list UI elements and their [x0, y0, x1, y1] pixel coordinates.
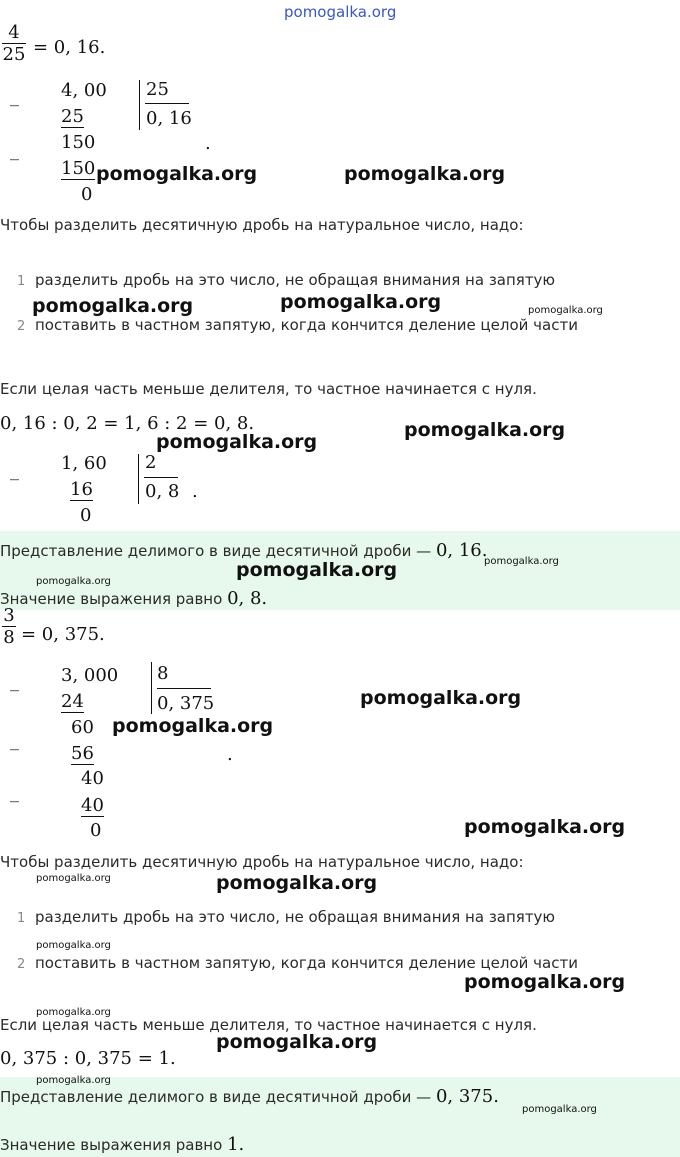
rule2-text-1: разделить дробь на это число, не обращая внимания на запятую [35, 908, 556, 926]
watermark-small: pomogalka.org [528, 305, 603, 316]
answer-value [0, 588, 267, 609]
rule-note-2: Если целая часть меньше делителя, то частное начинается с нуля. [0, 1016, 537, 1034]
watermark: pomogalka.org [156, 431, 318, 453]
division-remainder-2: 0 [81, 184, 93, 205]
watermark: pomogalka.org [404, 419, 566, 441]
answer-representation-2 [0, 1086, 499, 1107]
division-subtrahend-1: 25 [61, 106, 84, 127]
watermark: pomogalka.org [464, 971, 626, 993]
division3-subtrahend-2: 56 [71, 743, 94, 764]
rule-intro: Чтобы разделить десятичную дробь на натуральное число, надо: [0, 216, 524, 234]
division-quotient-bar [145, 103, 189, 104]
division3-minus-3: _ [10, 782, 19, 803]
rule-number-2: 2 [17, 319, 26, 334]
division-minus-2: _ [10, 140, 19, 161]
fraction-4-25 [2, 22, 26, 65]
answer-representation-label: Представление делимого в виде десятичной дроби — [0, 1088, 432, 1106]
watermark: pomogalka.org [32, 295, 194, 317]
watermark: pomogalka.org [344, 163, 506, 185]
watermark: pomogalka.org [216, 1031, 378, 1053]
division-divisor: 25 [146, 79, 169, 100]
watermark: pomogalka.org [236, 559, 398, 581]
division2-dividend: 1, 60 [61, 453, 107, 474]
division3-vertical-bar [151, 662, 152, 714]
division2-subtrahend: 16 [70, 479, 93, 500]
answer-representation [0, 540, 487, 561]
answer-value-label: Значение выражения равно [0, 590, 223, 608]
division3-dividend: 3, 000 [61, 665, 119, 686]
division3-dot: . [227, 744, 233, 765]
division3-remainder-1: 60 [71, 717, 94, 738]
division-minus-1: _ [10, 86, 19, 107]
watermark: pomogalka.org [96, 163, 258, 185]
division2-quotient: 0, 8 [145, 481, 180, 502]
division2-minus: _ [10, 460, 19, 481]
rule-text-2: поставить в частном запятую, когда кончится деление целой части [35, 316, 578, 334]
division3-quotient: 0, 375 [157, 693, 215, 714]
answer-value-number: 0, 8. [227, 588, 268, 609]
division-dividend: 4, 00 [61, 80, 107, 101]
division3-subtrahend-1: 24 [61, 691, 84, 712]
division-remainder-1: 150 [61, 132, 96, 153]
answer-representation-label: Представление делимого в виде десятичной дроби — [0, 542, 432, 560]
fraction-result: = 0, 16. [33, 37, 106, 58]
expression: 0, 16 : 0, 2 = 1, 6 : 2 = 0, 8. [0, 413, 255, 434]
fraction-result: = 0, 375. [21, 624, 105, 645]
watermark: pomogalka.org [216, 872, 378, 894]
watermark-small: pomogalka.org [36, 1075, 111, 1086]
watermark-small: pomogalka.org [522, 1104, 597, 1115]
division3-minus-1: _ [10, 671, 19, 692]
site-header-watermark[interactable]: pomogalka.org [284, 3, 397, 21]
division2-divisor: 2 [145, 452, 157, 473]
fraction-numerator: 4 [8, 22, 20, 43]
fraction-denominator: 25 [2, 44, 26, 65]
division3-subtrahend-3: 40 [81, 795, 104, 816]
division-vertical-bar [139, 80, 140, 130]
division2-vertical-bar [138, 454, 139, 504]
answer-value-label: Значение выражения равно [0, 1136, 223, 1154]
answer-value-number: 1. [227, 1134, 245, 1155]
expression-2: 0, 375 : 0, 375 = 1. [0, 1048, 176, 1069]
answer-value-2 [0, 1134, 244, 1155]
answer-representation-value: 0, 375. [435, 1086, 499, 1107]
watermark: pomogalka.org [360, 687, 522, 709]
fraction-numerator: 3 [3, 605, 15, 626]
answer-representation-value: 0, 16. [435, 540, 488, 561]
rule2-number-1: 1 [17, 911, 26, 926]
division3-quotient-bar [157, 688, 211, 689]
division-subtrahend-2: 150 [61, 158, 96, 179]
fraction-3-8 [2, 605, 16, 648]
watermark: pomogalka.org [112, 715, 274, 737]
watermark-small: pomogalka.org [36, 576, 111, 587]
division3-divisor: 8 [157, 663, 169, 684]
rule-intro-2: Чтобы разделить десятичную дробь на натуральное число, надо: [0, 853, 524, 871]
division-quotient: 0, 16 [146, 108, 192, 129]
watermark-small: pomogalka.org [484, 556, 559, 567]
division2-remainder: 0 [80, 505, 92, 526]
watermark-small: pomogalka.org [36, 873, 111, 884]
rule2-number-2: 2 [17, 957, 26, 972]
rule2-text-2: поставить в частном запятую, когда кончится деление целой части [35, 954, 578, 972]
division3-remainder-2: 40 [81, 768, 104, 789]
rule-note: Если целая часть меньше делителя, то частное начинается с нуля. [0, 380, 537, 398]
watermark: pomogalka.org [280, 291, 442, 313]
division-dot: . [205, 133, 211, 154]
rule-text-1: разделить дробь на это число, не обращая внимания на запятую [35, 271, 556, 289]
watermark-small: pomogalka.org [36, 1007, 111, 1018]
watermark: pomogalka.org [464, 816, 626, 838]
division2-quotient-bar [144, 477, 178, 478]
watermark-small: pomogalka.org [36, 940, 111, 951]
division2-dot: . [192, 481, 198, 502]
rule-number-1: 1 [17, 274, 26, 289]
division3-remainder-3: 0 [90, 820, 102, 841]
division3-minus-2: _ [10, 730, 19, 751]
fraction-denominator: 8 [3, 627, 15, 648]
